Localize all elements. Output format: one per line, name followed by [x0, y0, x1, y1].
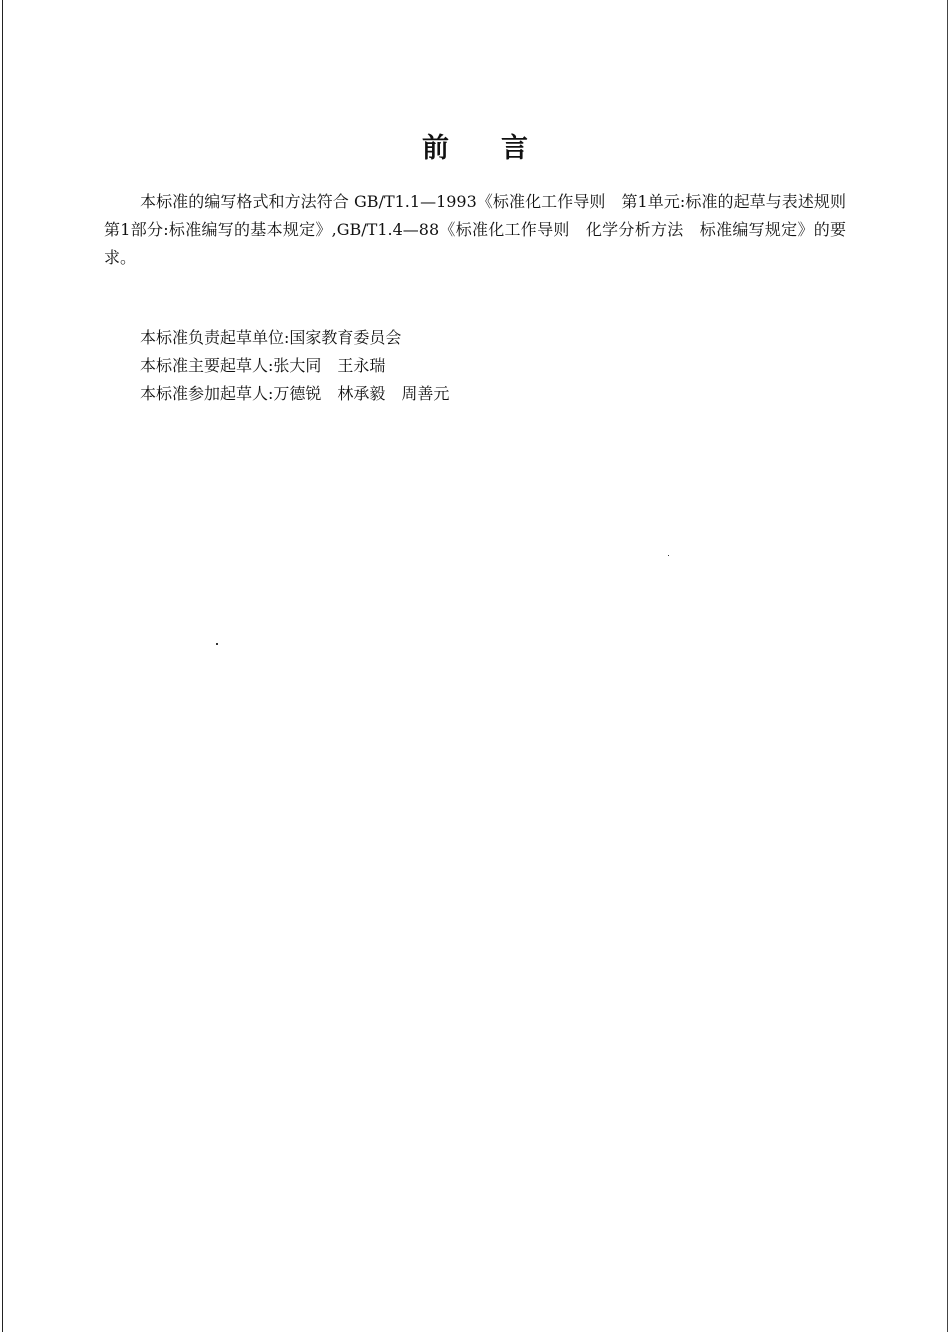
scan-speck: [216, 643, 218, 645]
participating-drafters-line: 本标准参加起草人:万德锐 林承毅 周善元: [140, 384, 450, 403]
foreword-paragraph: 本标准的编写格式和方法符合 GB/T1.1—1993《标准化工作导则 第1单元:标准的起草与表述规则 第1部分:标准编写的基本规定》,GB/T1.4—88《标准化工作导则 化学分析方法 标准编写规定》的要求。: [104, 192, 863, 267]
scan-speck: [668, 555, 669, 556]
main-drafters-line: 本标准主要起草人:张大同 王永瑞: [140, 356, 386, 375]
page-title: 前言: [422, 133, 580, 164]
drafting-unit-line: 本标准负责起草单位:国家教育委员会: [140, 328, 402, 347]
page-edge-left: [2, 0, 3, 1332]
drafters-block: [140, 324, 449, 408]
page-edge-right: [947, 0, 948, 1332]
